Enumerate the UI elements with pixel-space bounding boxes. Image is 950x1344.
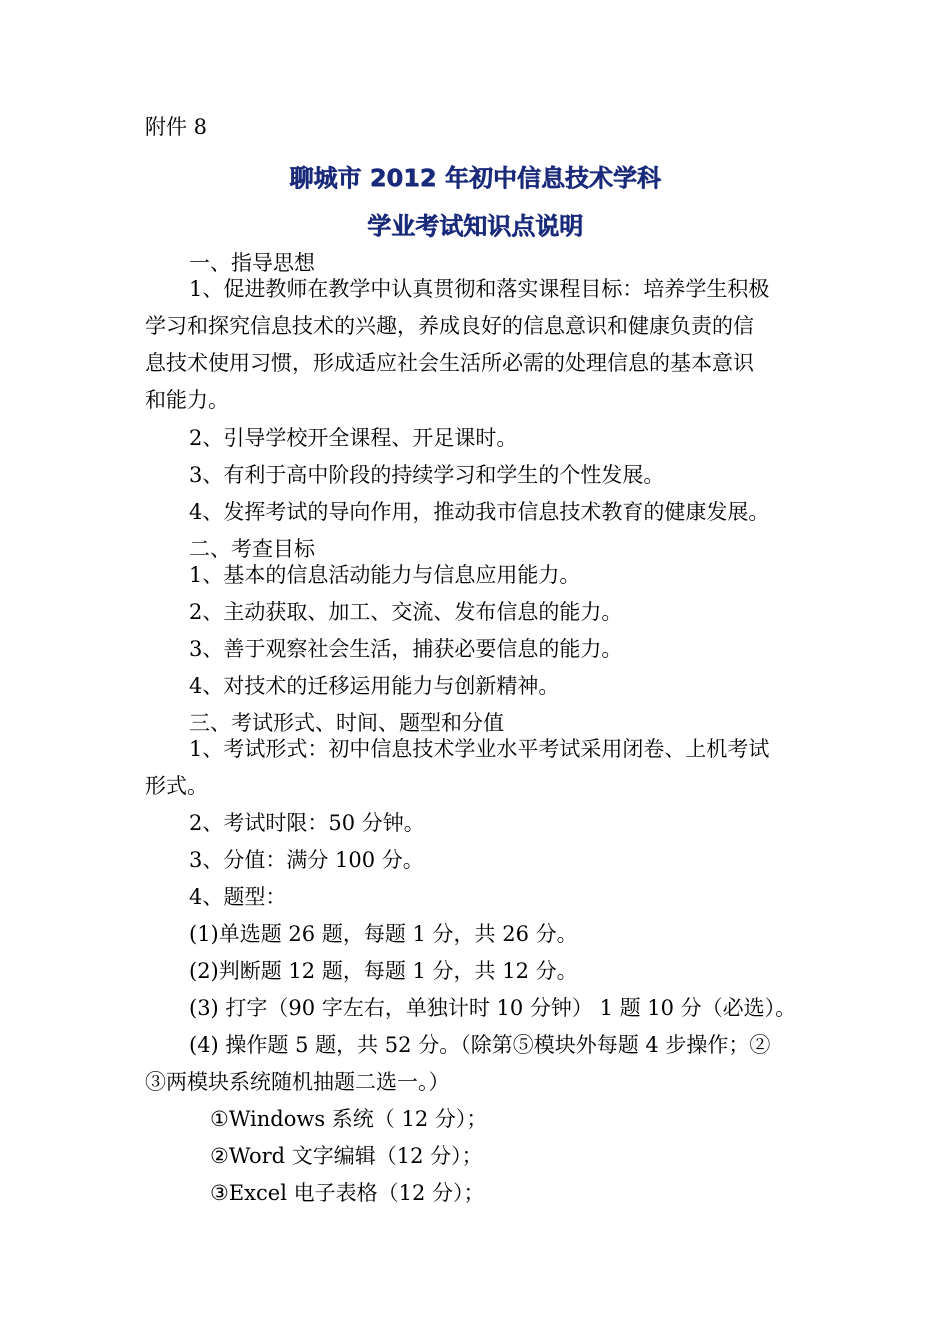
section-heading-exam-objectives: 二、考查目标 (189, 537, 315, 561)
paragraph-line: (3) 打字（90 字左右，单独计时 10 分钟） 1 题 10 分（必选）。 (189, 996, 797, 1020)
paragraph-line: ③两模块系统随机抽题二选一。） (145, 1070, 450, 1094)
paragraph-line: 形式。 (145, 774, 208, 798)
paragraph-line: 和能力。 (145, 388, 229, 412)
paragraph-line: 2、主动获取、加工、交流、发布信息的能力。 (189, 600, 623, 624)
paragraph-line: 1、基本的信息活动能力与信息应用能力。 (189, 563, 581, 587)
paragraph-line: (1)单选题 26 题，每题 1 分，共 26 分。 (189, 922, 578, 946)
paragraph-line: 3、善于观察社会生活，捕获必要信息的能力。 (189, 637, 623, 661)
paragraph-line: 1、促进教师在教学中认真贯彻和落实课程目标：培养学生积极 (189, 277, 770, 301)
paragraph-line: 4、对技术的迁移运用能力与创新精神。 (189, 674, 560, 698)
paragraph-line: 4、题型： (189, 885, 287, 909)
paragraph-line: 1、考试形式：初中信息技术学业水平考试采用闭卷、上机考试 (189, 737, 770, 761)
paragraph-line: 息技术使用习惯，形成适应社会生活所必需的处理信息的基本意识 (145, 351, 754, 375)
paragraph-line: 2、考试时限：50 分钟。 (189, 811, 425, 835)
paragraph-line: 2、引导学校开全课程、开足课时。 (189, 426, 518, 450)
paragraph-line: 学习和探究信息技术的兴趣，养成良好的信息意识和健康负责的信 (145, 314, 754, 338)
section-heading-exam-format: 三、考试形式、时间、题型和分值 (189, 711, 504, 735)
paragraph-line: (4) 操作题 5 题，共 52 分。（除第⑤模块外每题 4 步操作；② (189, 1033, 771, 1057)
paragraph-line: 3、分值：满分 100 分。 (189, 848, 424, 872)
paragraph-line: 4、发挥考试的导向作用，推动我市信息技术教育的健康发展。 (189, 500, 770, 524)
list-item: ①Windows 系统（ 12 分）； (210, 1107, 488, 1131)
document-title-line-1: 聊城市 2012 年初中信息技术学科 (289, 164, 661, 192)
paragraph-line: (2)判断题 12 题，每题 1 分，共 12 分。 (189, 959, 578, 983)
attachment-label: 附件 8 (145, 115, 208, 139)
paragraph-line: 3、有利于高中阶段的持续学习和学生的个性发展。 (189, 463, 665, 487)
document-title-line-2: 学业考试知识点说明 (367, 212, 583, 240)
list-item: ③Excel 电子表格（12 分）； (210, 1181, 485, 1205)
list-item: ②Word 文字编辑（12 分）； (210, 1144, 483, 1168)
section-heading-guiding-ideas: 一、指导思想 (189, 251, 315, 275)
